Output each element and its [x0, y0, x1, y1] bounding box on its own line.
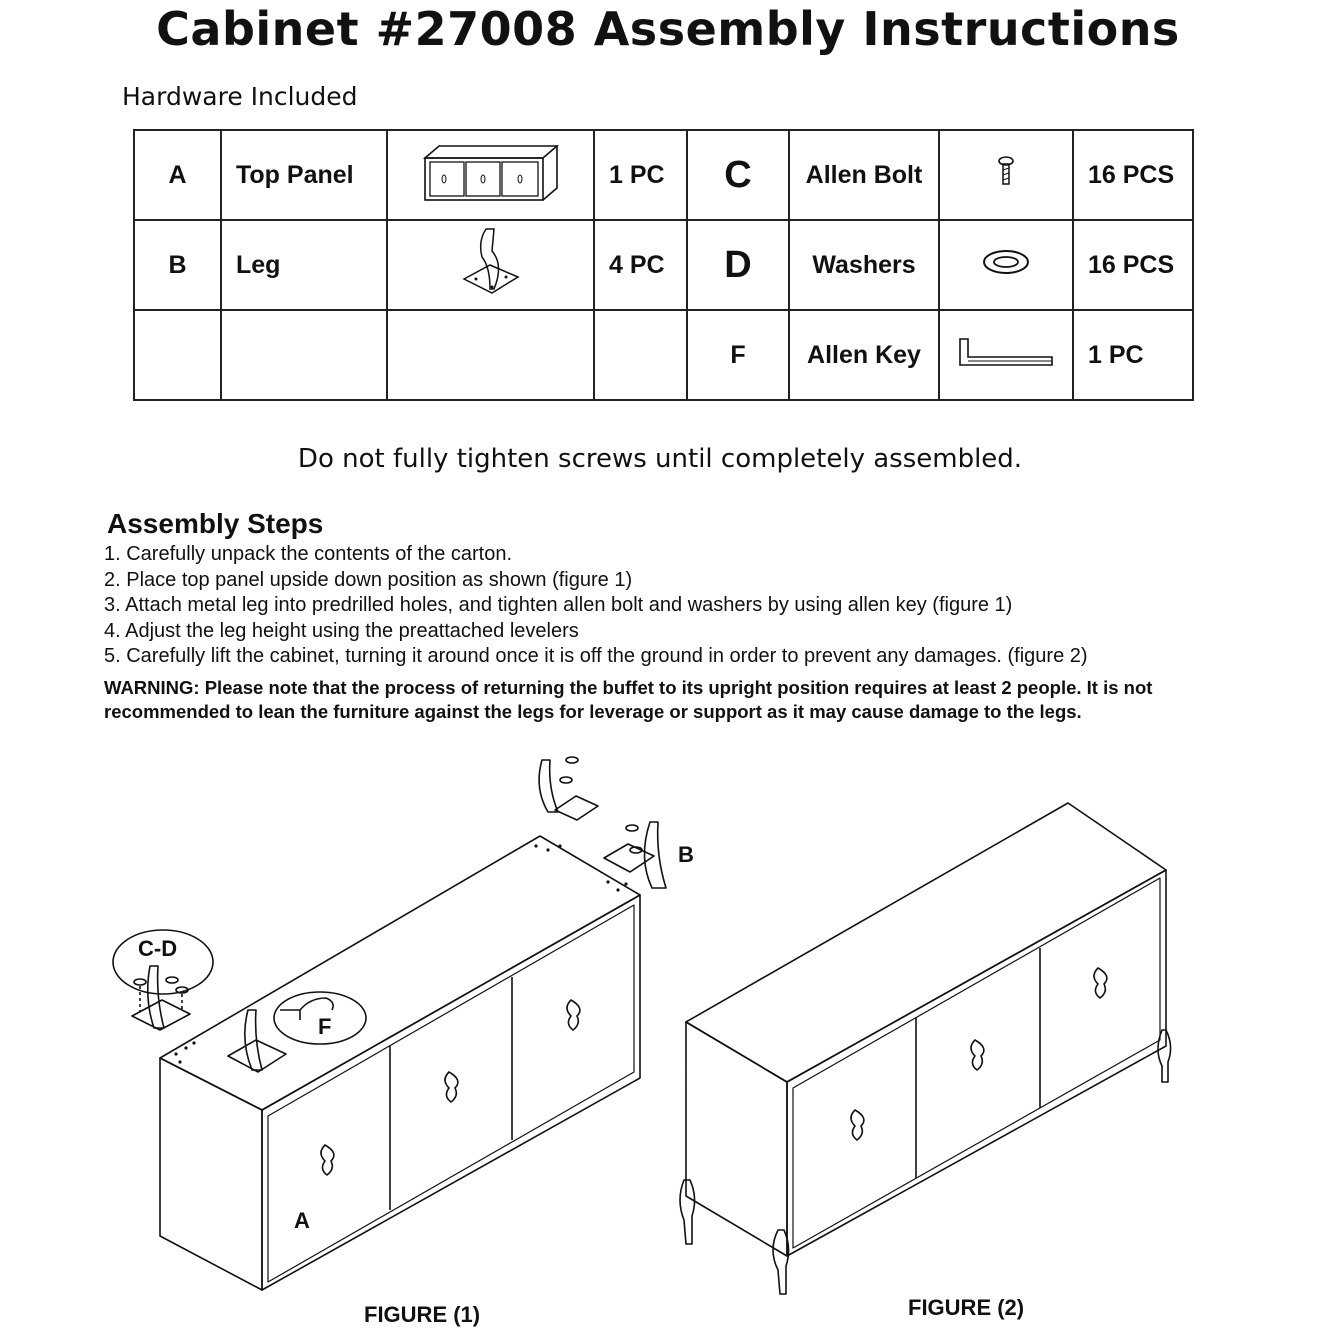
figure1-cabinet	[160, 836, 640, 1290]
step-3: 3. Attach metal leg into predrilled holes, and tighten allen bolt and washers by using allen key (figure 1)	[104, 594, 1013, 616]
warning-text: WARNING: Please note that the process of returning the buffet to its upright position requires at least 2 people. It is not recommended to lean the furniture against the legs for leverage or support as it may cause damage to the legs.	[104, 677, 1153, 722]
part-qty: 4 PC	[594, 220, 687, 310]
part-name: Allen Bolt	[789, 130, 939, 220]
step-5: 5. Carefully lift the cabinet, turning it around once it is off the ground in order to prevent any damages. (figure 2)	[104, 645, 1088, 667]
label-b: B	[678, 842, 694, 867]
part-qty: 1 PC	[594, 130, 687, 220]
part-letter: F	[687, 310, 789, 400]
part-qty: 16 PCS	[1073, 130, 1193, 220]
hardware-heading: Hardware Included	[122, 82, 358, 111]
b-leg-parts	[539, 757, 666, 888]
figure2-cabinet	[680, 803, 1171, 1294]
tighten-note: Do not fully tighten screws until completely assembled.	[297, 444, 1023, 474]
step-4: 4. Adjust the leg height using the preattached levelers	[104, 619, 579, 642]
step-1: 1. Carefully unpack the contents of the carton.	[104, 543, 513, 565]
label-f: F	[318, 1014, 332, 1039]
cd-detail-parts	[132, 966, 190, 1030]
part-name: Leg	[221, 220, 387, 310]
label-a: A	[294, 1208, 310, 1233]
step-2: 2. Place top panel upside down position as shown (figure 1)	[104, 568, 633, 591]
part-qty: 16 PCS	[1073, 220, 1193, 310]
steps-heading: Assembly Steps	[107, 508, 324, 539]
figure2-caption: FIGURE (2)	[908, 1295, 1025, 1320]
part-letter: D	[687, 220, 789, 310]
page-title: Cabinet #27008 Assembly Instructions	[156, 2, 1180, 56]
label-cd: C-D	[138, 936, 178, 961]
part-letter: A	[134, 130, 221, 220]
part-name: Allen Key	[789, 310, 939, 400]
part-letter: B	[134, 220, 221, 310]
part-qty: 1 PC	[1073, 310, 1193, 400]
part-name: Top Panel	[221, 130, 387, 220]
part-letter: C	[687, 130, 789, 220]
part-name: Washers	[789, 220, 939, 310]
figure1-caption: FIGURE (1)	[364, 1302, 481, 1327]
